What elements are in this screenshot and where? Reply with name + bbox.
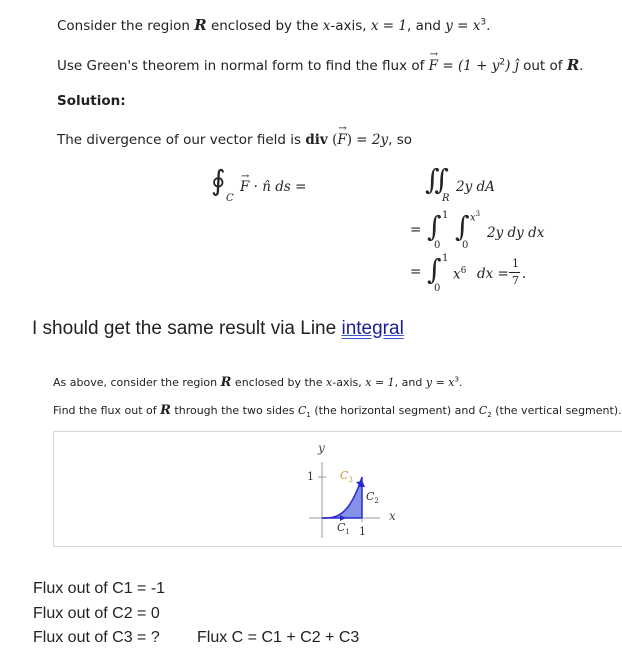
C2-label [366,490,379,505]
text: C [366,490,375,503]
y-equation: y = x [445,18,481,34]
x-equation: x = 1 [370,18,407,34]
dx-equals: dx = [477,266,509,282]
text: (the horizontal segment) and [310,404,479,417]
upper-limit: 1 [442,210,449,221]
vector-arrow: → [241,171,250,182]
fraction-denominator: 7 [512,274,519,287]
text: out of [518,58,567,74]
text: Use Green's theorem in normal form to find the flux of [57,58,429,74]
x-equation: x = 1 [365,376,395,389]
text: I should get the same result via Line [32,318,342,339]
F-symbol: F [428,58,439,74]
subscript: 1 [306,411,311,420]
C2-symbol: C [478,404,488,417]
integrand-2: 2y dy dx [487,225,545,241]
div-operator: div [305,132,328,148]
text: -axis, [330,18,371,34]
flux-c3-note: Flux out of C3 = ? [33,629,160,646]
y-equation: y = x [425,376,455,389]
text: . [579,58,584,74]
equals-sign: = [410,222,422,238]
divergence-result: = 2y [352,132,389,148]
text: x [453,266,461,283]
integral-subscript: R [442,193,450,204]
F-symbol: F [337,132,347,148]
exponent: 3 [454,375,459,384]
subscript: 2 [487,411,492,420]
text: , and [394,376,426,389]
subscript: 1 [345,528,350,537]
flux-c2-note: Flux out of C2 = 0 [33,605,160,622]
contour-integral-symbol: ∮ [211,164,226,197]
solution-heading: Solution: [57,93,126,109]
text: . [458,376,463,389]
text: . [486,18,491,34]
vector-F: → F [337,123,347,148]
x-variable: x [326,376,333,389]
text: The divergence of our vector field is [57,132,306,148]
x-axis-label: x [389,509,396,523]
C1-symbol: C [298,404,307,417]
y-axis-label: y [318,441,325,455]
lower-limit: 0 [462,240,469,251]
field-equation: = (1 + y [438,58,500,74]
integral-subscript: C [226,193,234,204]
equals-sign: = [410,264,422,280]
integral-symbol: ∫ [427,253,442,286]
C1-label [337,521,350,536]
y-tick-label: 1 [307,470,314,483]
text: Consider the region [57,18,195,34]
region-symbol: R [194,16,207,34]
vector-F: → F [428,49,439,74]
integrand-1: 2y dA [456,179,495,195]
C3-label [340,469,353,484]
text: ) [346,132,352,148]
region-symbol: R [220,375,232,390]
text: enclosed by the [231,376,327,389]
text: x [470,212,476,224]
text: C [340,469,349,482]
x-variable: x [322,18,331,34]
double-integral-symbol: ∬ [425,163,449,196]
text: ( [327,132,338,148]
lower-limit: 0 [434,283,441,294]
text: As above, consider the region [53,376,221,389]
region-symbol: R [160,403,171,418]
lhs-text: F · n̂ ds = [240,179,307,195]
exponent: 3 [480,17,487,28]
text: enclosed by the [206,18,323,34]
subscript: 3 [348,476,353,485]
exponent: 3 [475,210,481,218]
region-symbol: R [566,56,580,74]
period: . [522,266,527,282]
text: C [337,521,346,534]
flux-total-note: Flux C = C1 + C2 + C3 [197,629,360,646]
text: Find the flux out of [53,404,161,417]
text: (the vertical segment). [491,404,622,417]
x-tick-label: 1 [359,525,366,538]
text: ) [505,58,515,74]
text: through the two sides [170,404,298,417]
subscript: 2 [374,497,379,506]
integral-symbol: ∫ [455,210,470,243]
lower-limit: 0 [434,240,441,251]
text: , so [388,132,413,148]
upper-limit: 1 [442,253,449,264]
exponent: 6 [460,266,467,276]
integral-link[interactable]: integral [341,318,404,339]
text: -axis, [332,376,366,389]
exponent: 2 [499,57,506,68]
integral-symbol: ∫ [427,210,442,243]
flux-c1-note: Flux out of C1 = -1 [33,580,166,597]
text: , and [406,18,446,34]
fraction-numerator: 1 [512,257,519,270]
j-hat: ĵ [514,58,519,74]
